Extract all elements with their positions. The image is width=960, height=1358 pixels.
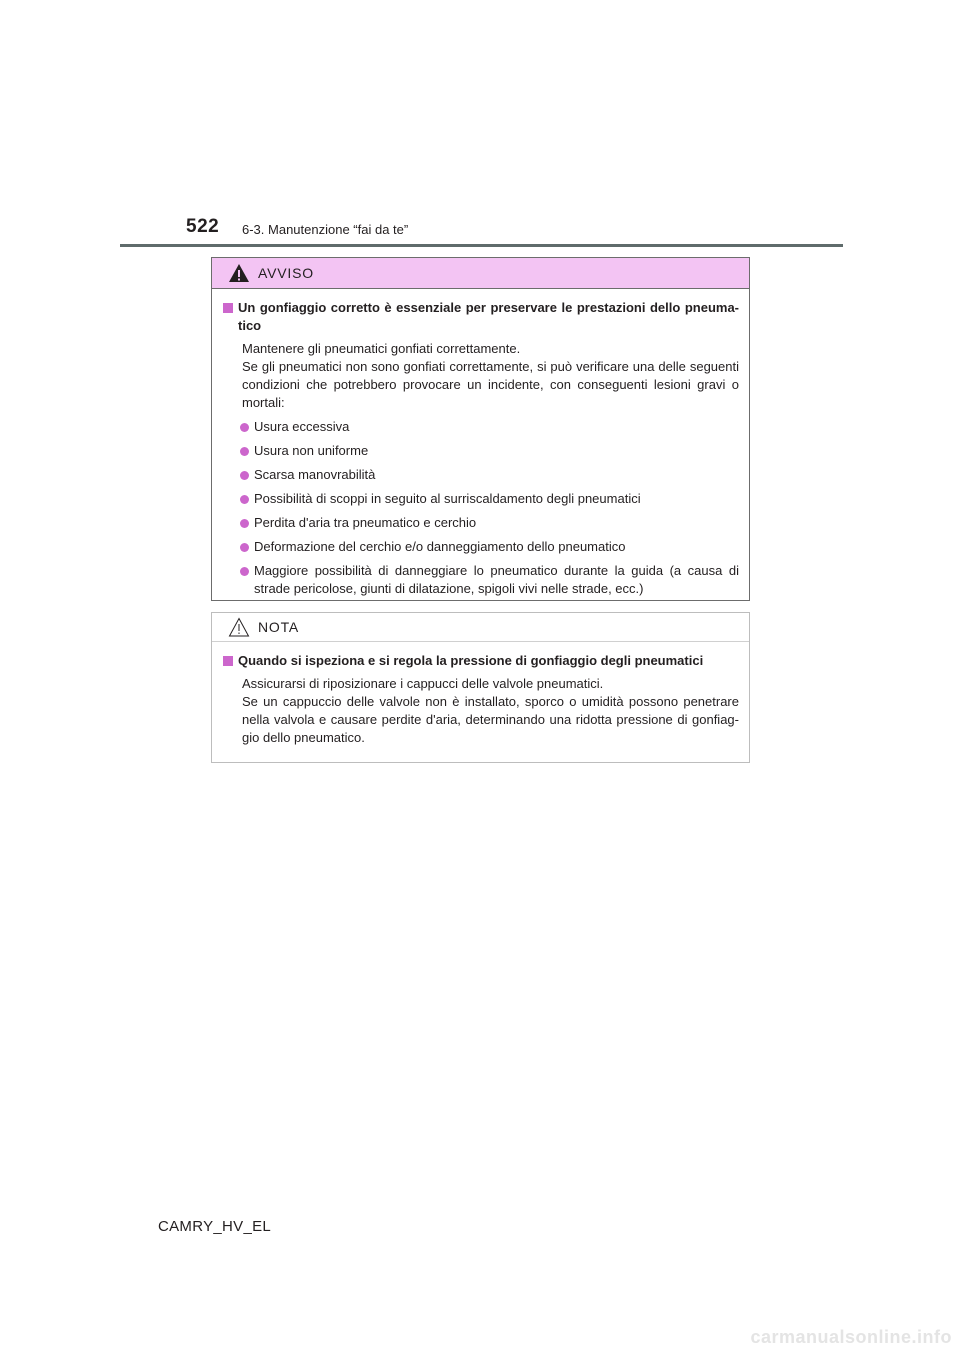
page-number: 522 (186, 216, 220, 237)
notice-paragraph-1: Assicurarsi di riposizionare i cappucci delle valvole pneumatici. (242, 676, 604, 691)
round-bullet-icon (240, 495, 249, 504)
warning-box (211, 257, 750, 601)
round-bullet-icon (240, 447, 249, 456)
list-item (240, 442, 739, 460)
list-item-text: Perdita d'aria tra pneumatico e cerchio (254, 515, 477, 530)
square-bullet-icon (223, 656, 233, 666)
list-item-text: Usura eccessiva (254, 419, 350, 434)
list-item (240, 418, 739, 436)
model-code: CAMRY_HV_EL (158, 1218, 272, 1235)
list-item-text: Scarsa manovrabilità (254, 467, 376, 482)
warning-paragraph-1: Mantenere gli pneumatici gonfiati correttamente. (242, 341, 521, 356)
section-title: 6-3. Manutenzione “fai da te” (242, 222, 409, 237)
warning-paragraph-2: Se gli pneumatici non sono gonfiati correttamente, si può verificare una delle seguenti condizioni che potrebbero provocare un incidente, con conseguenti lesioni gravi o mortali: (242, 359, 739, 410)
notice-header (212, 613, 749, 642)
warning-paragraph (242, 340, 739, 412)
round-bullet-icon (240, 543, 249, 552)
warning-body (212, 289, 749, 598)
caution-outline-icon (228, 617, 250, 637)
notice-body (212, 642, 749, 747)
square-bullet-icon (223, 303, 233, 313)
list-item-text: Possibilità di scoppi in seguito al surriscaldamento degli pneumatici (254, 491, 641, 506)
watermark: carmanualsonline.info (750, 1327, 952, 1347)
round-bullet-icon (240, 423, 249, 432)
notice-box (211, 612, 750, 763)
warning-header (212, 258, 749, 289)
notice-heading (222, 652, 739, 670)
round-bullet-icon (240, 519, 249, 528)
list-item (240, 490, 739, 508)
notice-paragraph (242, 675, 739, 747)
round-bullet-icon (240, 471, 249, 480)
list-item (240, 514, 739, 532)
warning-label: AVVISO (258, 265, 314, 281)
list-item (240, 466, 739, 484)
list-item-text: Maggiore possibilità di danneggiare lo pneumatico durante la guida (a causa di strade pericolose, giunti di dilatazione, spigoli vivi nelle strade, ecc.) (254, 563, 739, 596)
list-item (240, 538, 739, 556)
round-bullet-icon (240, 567, 249, 576)
list-item (240, 562, 739, 598)
notice-label: NOTA (258, 619, 300, 635)
warning-heading (222, 299, 739, 335)
warning-icon (228, 263, 250, 283)
list-item-text: Usura non uniforme (254, 443, 369, 458)
header-rule (120, 244, 843, 247)
notice-heading-text: Quando si ispeziona e si regola la pressione di gonfiaggio degli pneumatici (238, 653, 704, 668)
list-item-text: Deformazione del cerchio e/o danneggiamento dello pneumatico (254, 539, 626, 554)
warning-heading-text: Un gonfiaggio corretto è essenziale per preservare le prestazioni dello pneuma-tico (238, 300, 739, 333)
notice-paragraph-2: Se un cappuccio delle valvole non è installato, sporco o umidità possono penetrare nella valvola e causare perdite d'aria, determinando una ridotta pressione di gonfiag-gio dello pneumatico. (242, 694, 739, 745)
